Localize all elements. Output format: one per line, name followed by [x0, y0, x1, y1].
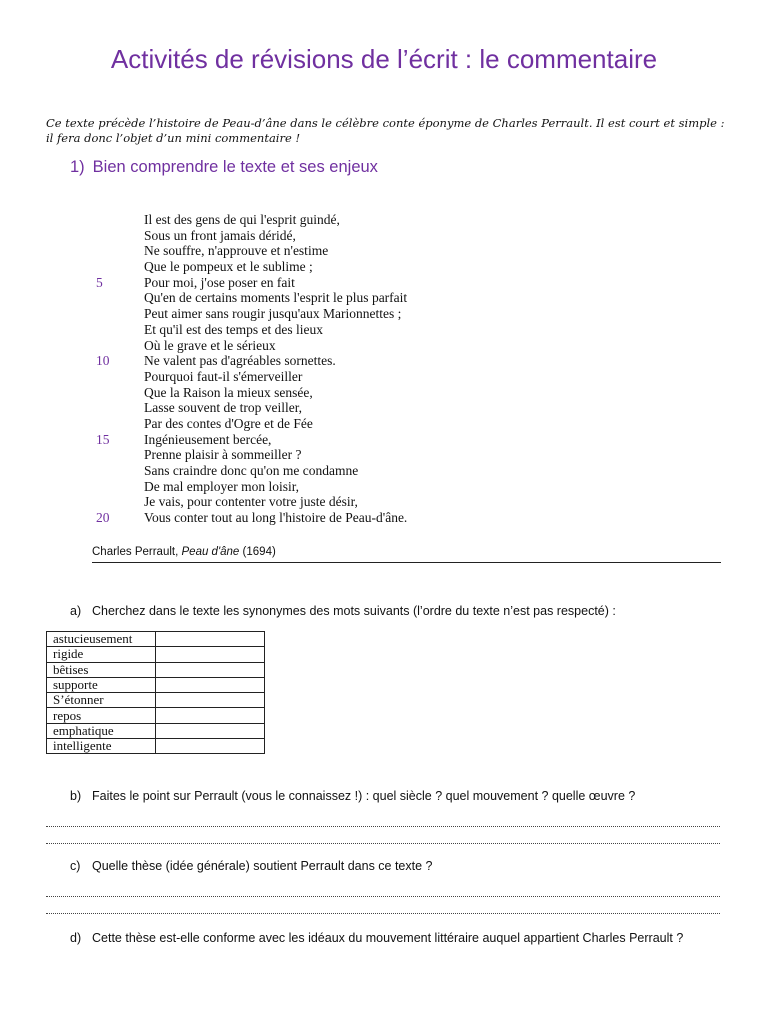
poem-line-text: Sous un front jamais déridé,	[144, 227, 296, 243]
source-year: (1694)	[242, 546, 276, 558]
poem-line-text: Et qu'il est des temps et des lieux	[144, 321, 324, 337]
vocab-word: intelligente	[47, 739, 156, 754]
vocab-answer-cell[interactable]	[156, 693, 265, 708]
poem-line	[96, 290, 696, 306]
question-d	[70, 931, 683, 945]
question-letter: a)	[70, 604, 82, 618]
vocab-word: S’étonner	[47, 693, 156, 708]
poem-line-text: Ne valent pas d'agréables sornettes.	[144, 353, 336, 369]
question-b	[70, 789, 635, 803]
poem-line-text: Vous conter tout au long l'histoire de Peau-d'âne.	[144, 510, 408, 526]
question-text: Cherchez dans le texte les synonymes des mots suivants (l’ordre du texte n’est pas respecté) :	[92, 604, 616, 618]
poem-line-text: Prenne plaisir à sommeiller ?	[144, 447, 302, 463]
poem-line-text: Il est des gens de qui l'esprit guindé,	[144, 212, 340, 227]
poem-line	[96, 432, 696, 448]
question-letter: b)	[70, 789, 82, 803]
vocab-word: repos	[47, 708, 156, 723]
vocab-table	[46, 631, 265, 754]
poem-line	[96, 338, 696, 354]
line-number: 10	[96, 353, 110, 369]
line-number: 20	[96, 510, 110, 526]
poem-line	[96, 322, 696, 338]
vocab-answer-cell[interactable]	[156, 723, 265, 738]
poem-line	[96, 385, 696, 401]
section-title: Bien comprendre le texte et ses enjeux	[92, 158, 378, 176]
table-row	[47, 723, 265, 738]
table-row	[47, 632, 265, 647]
intro-text: Ce texte précède l’histoire de Peau-d’âne dans le célèbre conte éponyme de Charles Perrault. Il est court et simple : il fera donc l’objet d’un mini commentaire !	[46, 116, 725, 145]
table-row	[47, 647, 265, 662]
vocab-word: rigide	[47, 647, 156, 662]
line-number: 15	[96, 431, 110, 447]
source-citation	[92, 546, 721, 563]
vocab-word: supporte	[47, 677, 156, 692]
answer-line[interactable]	[46, 913, 720, 914]
answer-line[interactable]	[46, 826, 720, 827]
poem-line	[96, 479, 696, 495]
answer-line[interactable]	[46, 896, 720, 897]
poem-line-text: Que la Raison la mieux sensée,	[144, 384, 313, 400]
table-row	[47, 739, 265, 754]
poem-line	[96, 494, 696, 510]
poem-line-text: Peut aimer sans rougir jusqu'aux Marionnettes ;	[144, 306, 402, 322]
poem-line	[96, 416, 696, 432]
poem-line	[96, 353, 696, 369]
vocab-word: bêtises	[47, 662, 156, 677]
page-title: Activités de révisions de l’écrit : le commentaire	[110, 44, 658, 74]
answer-line[interactable]	[46, 843, 720, 844]
vocab-answer-cell[interactable]	[156, 647, 265, 662]
vocab-answer-cell[interactable]	[156, 662, 265, 677]
source-work: Peau d'âne	[181, 546, 240, 558]
poem-line-text: Je vais, pour contenter votre juste désir,	[144, 494, 358, 510]
question-text: Faites le point sur Perrault (vous le connaissez !) : quel siècle ? quel mouvement ? quelle œuvre ?	[92, 789, 636, 803]
source-author: Charles Perrault,	[92, 546, 179, 558]
poem-line	[96, 400, 696, 416]
poem-line-text: Ne souffre, n'approuve et n'estime	[144, 243, 329, 259]
poem-line	[96, 259, 696, 275]
table-row	[47, 693, 265, 708]
table-row	[47, 677, 265, 692]
poem-line-text: Pourquoi faut-il s'émerveiller	[144, 368, 303, 384]
poem	[96, 212, 696, 526]
poem-line	[96, 228, 696, 244]
vocab-answer-cell[interactable]	[156, 632, 265, 647]
poem-line	[96, 447, 696, 463]
poem-line	[96, 369, 696, 385]
poem-line-text: Pour moi, j'ose poser en fait	[144, 274, 295, 290]
poem-line-text: Que le pompeux et le sublime ;	[144, 259, 313, 275]
section-heading	[70, 158, 378, 177]
poem-line	[96, 275, 696, 291]
question-text: Quelle thèse (idée générale) soutient Perrault dans ce texte ?	[92, 859, 433, 873]
poem-line	[96, 212, 696, 228]
question-letter: d)	[70, 931, 82, 945]
vocab-word: emphatique	[47, 723, 156, 738]
vocab-word: astucieusement	[47, 632, 156, 647]
poem-line	[96, 243, 696, 259]
vocab-answer-cell[interactable]	[156, 708, 265, 723]
question-c	[70, 859, 433, 873]
poem-line-text: Par des contes d'Ogre et de Fée	[144, 415, 313, 431]
poem-line-text: Qu'en de certains moments l'esprit le plus parfait	[144, 290, 408, 306]
poem-line-text: Lasse souvent de trop veiller,	[144, 400, 303, 416]
poem-line	[96, 306, 696, 322]
poem-line-text: Sans craindre donc qu'on me condamne	[144, 463, 359, 478]
poem-line-text: Où le grave et le sérieux	[144, 337, 276, 353]
poem-line	[96, 510, 696, 526]
table-row	[47, 708, 265, 723]
question-text: Cette thèse est-elle conforme avec les idéaux du mouvement littéraire auquel appartient Charles Perrault ?	[92, 931, 684, 945]
question-letter: c)	[70, 859, 81, 873]
poem-line-text: De mal employer mon loisir,	[144, 478, 300, 494]
question-a	[70, 604, 616, 618]
poem-line-text: Ingénieusement bercée,	[144, 431, 272, 447]
table-row	[47, 662, 265, 677]
vocab-answer-cell[interactable]	[156, 739, 265, 754]
poem-line	[96, 463, 696, 479]
vocab-answer-cell[interactable]	[156, 677, 265, 692]
section-number: 1)	[70, 158, 85, 176]
line-number: 5	[96, 274, 103, 290]
